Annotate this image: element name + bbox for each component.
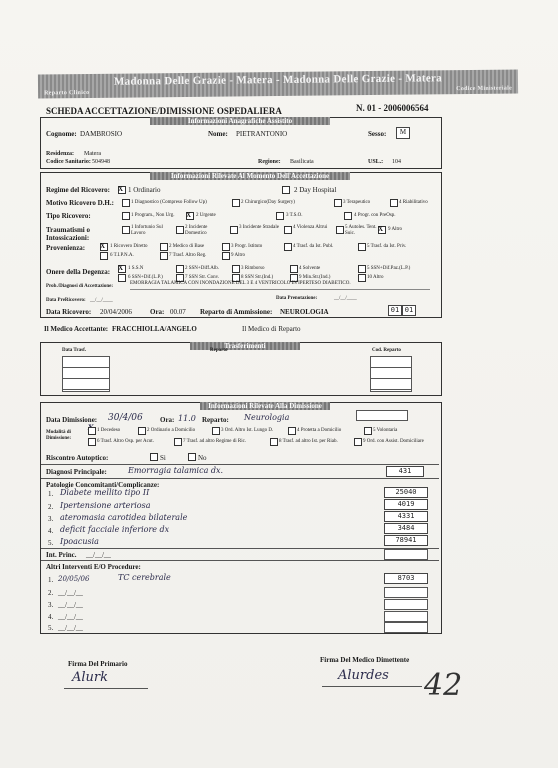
motivo-checkbox-3 bbox=[334, 199, 342, 207]
surname-label: Cognome: bbox=[46, 130, 77, 138]
tipo-option-1: 1 Program., Non Urg. bbox=[131, 213, 175, 218]
onere-option-7: 7 SSN Str. Conv. bbox=[185, 275, 219, 280]
transfer-col-ward: Reparto bbox=[210, 348, 228, 353]
prov-checkbox-4 bbox=[284, 243, 292, 251]
onere-option-2: 2 SSN+Diff.Alb. bbox=[185, 266, 219, 271]
primario-signature-label: Firma Del Primario bbox=[68, 660, 128, 668]
primario-signature: Alurk bbox=[72, 670, 109, 685]
residence-value: Matera bbox=[84, 151, 101, 157]
prenotazione-value: __/__/____ bbox=[334, 296, 357, 301]
onere-checkbox-2 bbox=[176, 265, 184, 273]
trauma-mark: X bbox=[378, 225, 384, 233]
prericovero-label: Data PreRicovero: bbox=[46, 298, 86, 303]
motivo-checkbox-4 bbox=[390, 199, 398, 207]
onere-option-9: 9 Min.Str.(Ind.) bbox=[299, 275, 331, 280]
banner-right: Codice Ministeriale bbox=[456, 85, 513, 93]
divider-procedures bbox=[41, 560, 439, 561]
admission-time-label: Ora: bbox=[150, 308, 165, 316]
onere-checkbox-6 bbox=[118, 274, 126, 282]
procedure-number: 1. bbox=[48, 576, 54, 584]
comorbidity-text: Diabete mellito tipo II bbox=[60, 488, 150, 497]
trauma-option-4: 4 Violenza Altrui bbox=[293, 225, 328, 230]
discharge-date-label: Data Dimissione: bbox=[46, 416, 98, 424]
motivo-checkbox-1 bbox=[122, 199, 130, 207]
procedures-label: Altri Interventi E/O Procedure: bbox=[46, 563, 141, 571]
accepting-doctor-label: Il Medico Accettante: bbox=[44, 325, 109, 333]
prov-checkbox-7 bbox=[160, 252, 168, 260]
comorbidity-code: 3484 bbox=[384, 523, 428, 534]
procedure-code: 8703 bbox=[384, 573, 428, 584]
modalita-checkbox-4 bbox=[288, 427, 296, 435]
onere-option-10: 10 Altro bbox=[367, 275, 384, 280]
discharge-ward-value: Neurologia bbox=[244, 413, 290, 422]
autopsy-yes: Si bbox=[160, 454, 166, 462]
regime-option-1: 1 Ordinario bbox=[128, 186, 161, 194]
usl-label: USL.: bbox=[368, 159, 384, 165]
modalita-option-4: 4 Protetta a Domicilio bbox=[297, 428, 342, 433]
comorbidity-code: 4019 bbox=[384, 499, 428, 510]
discharge-time-value: 11.0 bbox=[178, 414, 196, 423]
prov-checkbox-3 bbox=[222, 243, 230, 251]
motivo-checkbox-2 bbox=[232, 199, 240, 207]
tipo-option-3: 3 T.S.O. bbox=[286, 213, 303, 218]
comorbidity-text: deficit facciale inferiore dx bbox=[60, 525, 170, 534]
regime-checkbox-2 bbox=[282, 186, 290, 194]
procedure-date: 20/05/06 bbox=[58, 575, 90, 583]
ward-code-box-2: 01 bbox=[402, 305, 416, 316]
discharge-date-value: 30/4/06 bbox=[108, 413, 143, 423]
trauma-checkbox-3 bbox=[230, 226, 238, 234]
procedure-date: __/__/__ bbox=[58, 624, 83, 632]
comorbidity-text: Ipoacusia bbox=[60, 537, 99, 546]
trauma-option-1: 1 Infortunio Sul Lavoro bbox=[131, 225, 163, 236]
prov-option-3: 3 Progr. Istituto bbox=[231, 244, 263, 249]
discharge-header: Informazioni Rilevate Alla Dimissione bbox=[200, 402, 330, 410]
transfers-header: Trasferimenti bbox=[190, 342, 300, 350]
prov-option-5: 5 Trasf. da Ist. Priv. bbox=[367, 244, 407, 249]
comorbidity-number: 2. bbox=[48, 503, 54, 511]
admission-date-label: Data Ricovero: bbox=[46, 308, 92, 316]
comorbidity-number: 3. bbox=[48, 515, 54, 523]
discharge-ward-code-cells bbox=[356, 410, 408, 421]
prov-mark: X bbox=[100, 242, 106, 250]
onere-checkbox-4 bbox=[290, 265, 298, 273]
int-princ-code-cells bbox=[384, 549, 428, 560]
procedure-date: __/__/__ bbox=[58, 589, 83, 597]
onere-option-4: 4 Solvente bbox=[299, 266, 321, 271]
sex-value: M bbox=[396, 127, 410, 139]
tipo-checkbox-4 bbox=[344, 212, 352, 220]
usl-value: 104 bbox=[392, 159, 401, 165]
admission-ward-value: NEUROLOGIA bbox=[280, 308, 329, 316]
transfer-date-cells bbox=[62, 356, 110, 392]
admission-ward-label: Reparto di Ammissione: bbox=[200, 308, 273, 316]
comorbidity-number: 1. bbox=[48, 490, 54, 498]
provenienza-label: Provenienza: bbox=[46, 244, 86, 252]
diagnosis-accept-label: Prob./Diagnosi di Accettazione: bbox=[46, 284, 113, 289]
divider-comorbidities bbox=[41, 478, 439, 479]
transfer-col-code: Cod. Reparto bbox=[372, 348, 401, 353]
procedure-code-cells bbox=[384, 587, 428, 598]
procedure-date: __/__/__ bbox=[58, 613, 83, 621]
trauma-option-2: 2 Incidente Domestico bbox=[185, 225, 208, 236]
procedure-number: 4. bbox=[48, 613, 54, 621]
motivo-option-3: 3 Terapeutico bbox=[343, 200, 371, 205]
modalita-checkbox-5 bbox=[364, 427, 372, 435]
health-code-value: 504948 bbox=[92, 159, 110, 165]
discharge-ward-label: Reparto: bbox=[202, 416, 229, 424]
modalita-checkbox-1 bbox=[88, 427, 96, 435]
comorbidity-text: ateromasia carotidea bilaterale bbox=[60, 513, 188, 522]
tipo-checkbox-1 bbox=[122, 212, 130, 220]
procedure-number: 3. bbox=[48, 601, 54, 609]
form-title: SCHEDA ACCETTAZIONE/DIMISSIONE OSPEDALIERA bbox=[46, 106, 282, 116]
diagnosis-accept-value: EMORRAGIA TALAMICA CON INONDAZIONE DEL 3 E 4 VENTRICOLO IN IPERTESO DIABETICO. bbox=[130, 281, 351, 286]
divider-main-diag bbox=[41, 464, 439, 465]
regime-mark: X bbox=[118, 185, 124, 193]
dimettente-signature: Alurdes bbox=[338, 668, 389, 683]
divider-int-princ bbox=[41, 548, 439, 549]
autopsy-no: No bbox=[198, 454, 207, 462]
discharge-time-label: Ora: bbox=[160, 416, 175, 424]
trauma-checkbox-1 bbox=[122, 226, 130, 234]
procedure-number: 2. bbox=[48, 589, 54, 597]
prov-option-9: 9 Altro bbox=[231, 253, 246, 258]
motivo-label: Motivo Ricovero D.H.: bbox=[46, 199, 114, 207]
comorbidity-code: 78941 bbox=[384, 535, 428, 546]
regime-label: Regime del Ricovero: bbox=[46, 186, 111, 194]
prov-option-1: 1 Ricovero Diretto bbox=[110, 244, 148, 249]
onere-label: Onere della Degenza: bbox=[46, 268, 111, 276]
modalita-option-1: 1 Decedeso bbox=[97, 428, 121, 433]
prov-option-2: 2 Medico di Base bbox=[169, 244, 205, 249]
main-diagnosis-value: Emorragia talamica dx. bbox=[128, 466, 224, 475]
dimettente-signature-label: Firma Del Medico Dimettente bbox=[320, 656, 410, 664]
admission-header: Informazioni Rilevate Al Momento Dell'Accettazione bbox=[150, 172, 350, 180]
onere-option-5: 5 SSN+Dif.Paz.(L.P.) bbox=[367, 266, 411, 271]
prov-option-6: 6 T.I.P.N.A. bbox=[110, 253, 134, 258]
name-value: PIETRANTONIO bbox=[236, 130, 288, 138]
procedure-number: 5. bbox=[48, 624, 54, 632]
comorbidity-text: Ipertensione arteriosa bbox=[60, 501, 151, 510]
prov-checkbox-2 bbox=[160, 243, 168, 251]
modalita-checkbox-2 bbox=[138, 427, 146, 435]
sex-label: Sesso: bbox=[368, 130, 387, 138]
diagnosis-underline bbox=[130, 289, 430, 290]
modalita-option-2: 2 Ordinario a Domicilio bbox=[147, 428, 196, 433]
modalita-checkbox-7 bbox=[174, 438, 182, 446]
region-value: Basilicata bbox=[290, 159, 314, 165]
tipo-mark: X bbox=[186, 211, 192, 219]
onere-mark: X bbox=[118, 264, 124, 272]
prov-option-4: 4 Trasf. da Ist. Publ. bbox=[293, 244, 334, 249]
primario-signature-line bbox=[64, 688, 148, 689]
admission-time-value: 00.07 bbox=[170, 308, 186, 316]
onere-checkbox-3 bbox=[232, 265, 240, 273]
modalita-checkbox-8 bbox=[270, 438, 278, 446]
page-annotation: 42 bbox=[424, 668, 463, 703]
motivo-option-2: 2 Chirurgico(Day Surgery) bbox=[241, 200, 295, 205]
main-diagnosis-label: Diagnosi Principale: bbox=[46, 468, 107, 476]
modalita-checkbox-6 bbox=[88, 438, 96, 446]
comorbidity-number: 5. bbox=[48, 539, 54, 547]
modalita-label: Modalità di Dimissione: bbox=[46, 430, 71, 441]
procedure-date: __/__/__ bbox=[58, 601, 83, 609]
form-number: N. 01 - 2006006564 bbox=[356, 103, 429, 113]
int-princ-date: __/__/__ bbox=[86, 551, 111, 559]
tipo-label: Tipo Ricovero: bbox=[46, 212, 91, 220]
health-code-label: Codice Sanitario: bbox=[46, 159, 91, 165]
tipo-checkbox-3 bbox=[276, 212, 284, 220]
modalita-option-8: 8 Trasf. ad altro Ist. per Riab. bbox=[279, 439, 338, 444]
hospital-banner bbox=[38, 69, 518, 98]
autopsy-label: Riscontro Autoptico: bbox=[46, 454, 109, 462]
prov-checkbox-6 bbox=[100, 252, 108, 260]
procedure-code-cells bbox=[384, 611, 428, 622]
modalita-option-7: 7 Trasf. ad altro Regime di Ric. bbox=[183, 439, 247, 444]
modalita-option-5: 5 Volontaria bbox=[373, 428, 398, 433]
prov-checkbox-9 bbox=[222, 252, 230, 260]
prov-checkbox-5 bbox=[358, 243, 366, 251]
comorbidity-code: 4331 bbox=[384, 511, 428, 522]
residence-label: Residenza: bbox=[46, 151, 74, 157]
trauma-option-5: 5 Autoles. Tent. Suic. bbox=[345, 225, 377, 236]
ward-code-box-1: 01 bbox=[388, 305, 402, 316]
ward-doctor-label: Il Medico di Reparto bbox=[242, 325, 301, 333]
trauma-checkbox-5 bbox=[336, 226, 344, 234]
trauma-checkbox-4 bbox=[284, 226, 292, 234]
int-princ-label: Int. Princ. bbox=[46, 551, 77, 559]
accepting-doctor-value: FRACCHIOLLA/ANGELO bbox=[112, 325, 197, 333]
comorbidities-label: Patologie Concomitanti/Complicanze: bbox=[46, 481, 160, 489]
modalita-checkbox-3 bbox=[212, 427, 220, 435]
modalita-option-6: 6 Trasf. Altro Osp. per Acut. bbox=[97, 439, 154, 444]
dimettente-signature-line bbox=[322, 686, 422, 687]
trauma-label: Traumatismi o Intossicazioni: bbox=[46, 226, 91, 242]
comorbidity-number: 4. bbox=[48, 527, 54, 535]
tipo-option-4: 4 Progr. con PreOsp. bbox=[354, 213, 396, 218]
prericovero-value: __/__/____ bbox=[90, 298, 113, 303]
trauma-option-9: 9 Altro bbox=[388, 227, 403, 232]
transfer-col-date: Data Trasf. bbox=[62, 348, 86, 353]
trauma-option-3: 3 Incidente Stradale bbox=[239, 225, 279, 230]
transfer-code-cells bbox=[370, 356, 412, 392]
onere-option-8: 8 SSN Str.(Ind.) bbox=[241, 275, 274, 280]
autopsy-no-checkbox bbox=[188, 453, 196, 461]
trauma-checkbox-2 bbox=[176, 226, 184, 234]
procedure-code-cells bbox=[384, 622, 428, 633]
prov-option-7: 7 Trasf. Altro Reg. bbox=[169, 253, 207, 258]
prenotazione-label: Data Prenotazione: bbox=[276, 296, 318, 301]
admission-date-value: 20/04/2006 bbox=[100, 308, 132, 316]
surname-value: DAMBROSIO bbox=[80, 130, 123, 138]
procedure-code-cells bbox=[384, 599, 428, 610]
onere-option-6: 6 SSN+Dif.(L.P.) bbox=[128, 275, 163, 280]
main-diagnosis-code: 431 bbox=[386, 466, 424, 477]
procedure-text: TC cerebrale bbox=[118, 573, 171, 582]
onere-option-3: 3 Rimborso bbox=[241, 266, 265, 271]
autopsy-yes-checkbox bbox=[150, 453, 158, 461]
comorbidity-code: 25040 bbox=[384, 487, 428, 498]
tipo-option-2: 2 Urgente bbox=[196, 213, 216, 218]
banner-left: Reparto Clinico bbox=[44, 89, 90, 97]
motivo-option-1: 1 Diagnostico (Compreso Follow Up) bbox=[131, 200, 207, 205]
regime-option-2: 2 Day Hospital bbox=[294, 186, 337, 194]
motivo-option-4: 4 Riabilitativo bbox=[399, 200, 428, 205]
name-label: Nome: bbox=[208, 130, 228, 138]
modalita-option-3: 3 Ord. Altro Ist. Lungo D. bbox=[221, 428, 274, 433]
region-label: Regione: bbox=[258, 159, 281, 165]
modalita-checkbox-9 bbox=[354, 438, 362, 446]
banner-title: Madonna Delle Grazie - Matera - Madonna Delle Grazie - Matera bbox=[113, 72, 443, 88]
onere-checkbox-5 bbox=[358, 265, 366, 273]
modalita-option-9: 9 Ord. con Assist. Domiciliare bbox=[363, 439, 424, 444]
onere-option-1: 1 S.S.N bbox=[128, 266, 144, 271]
anagrafica-header: Informazioni Anagrafiche Assistito bbox=[150, 117, 330, 125]
